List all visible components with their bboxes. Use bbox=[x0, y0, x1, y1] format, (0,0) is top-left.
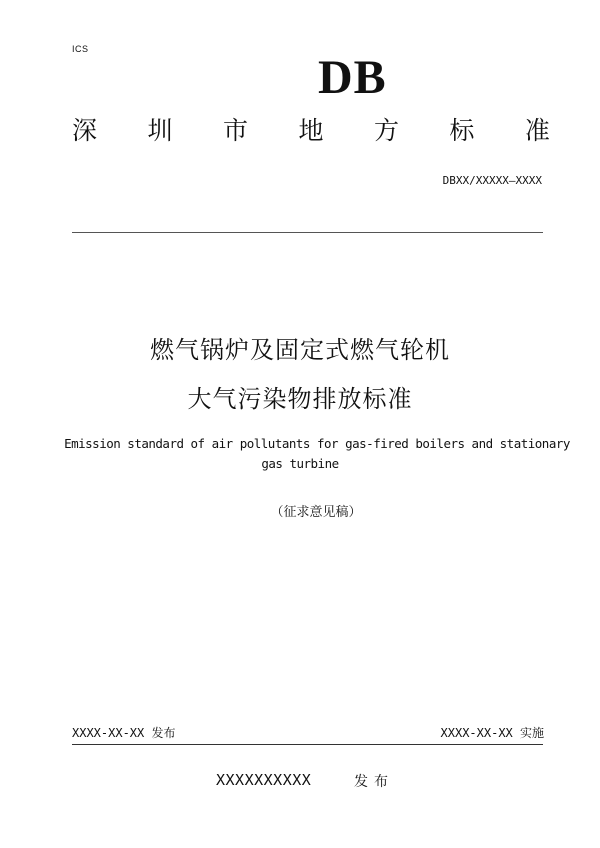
ics-label: ICS bbox=[72, 44, 89, 54]
standard-type-char: 深 bbox=[72, 116, 98, 145]
title-en-line-1: Emission standard of air pollutants for gas-fired boilers and stationary bbox=[64, 436, 570, 451]
issuer: XXXXXXXXXX bbox=[216, 771, 312, 789]
standard-type-char: 市 bbox=[222, 116, 248, 145]
standard-type-char: 准 bbox=[524, 116, 550, 145]
title-zh-line-1: 燃气锅炉及固定式燃气轮机 bbox=[150, 336, 450, 364]
draft-note: （征求意见稿） bbox=[270, 505, 362, 520]
implement-date: XXXX-XX-XX 实施 bbox=[440, 726, 544, 740]
standard-type bbox=[72, 116, 550, 146]
db-mark: DB bbox=[318, 51, 387, 104]
standard-type-char: 圳 bbox=[147, 116, 173, 145]
title-zh-line-2: 大气污染物排放标准 bbox=[187, 385, 413, 413]
footer-divider bbox=[72, 744, 543, 745]
issuer-action: 发布 bbox=[354, 774, 394, 790]
issue-date: XXXX-XX-XX 发布 bbox=[72, 726, 176, 740]
standard-type-char: 地 bbox=[298, 116, 324, 145]
standard-code: DBXX/XXXXX—XXXX bbox=[442, 174, 542, 187]
header-divider bbox=[72, 232, 543, 233]
standard-type-char: 方 bbox=[373, 116, 399, 145]
title-en-line-2: gas turbine bbox=[261, 456, 339, 471]
standard-type-char: 标 bbox=[449, 116, 475, 145]
